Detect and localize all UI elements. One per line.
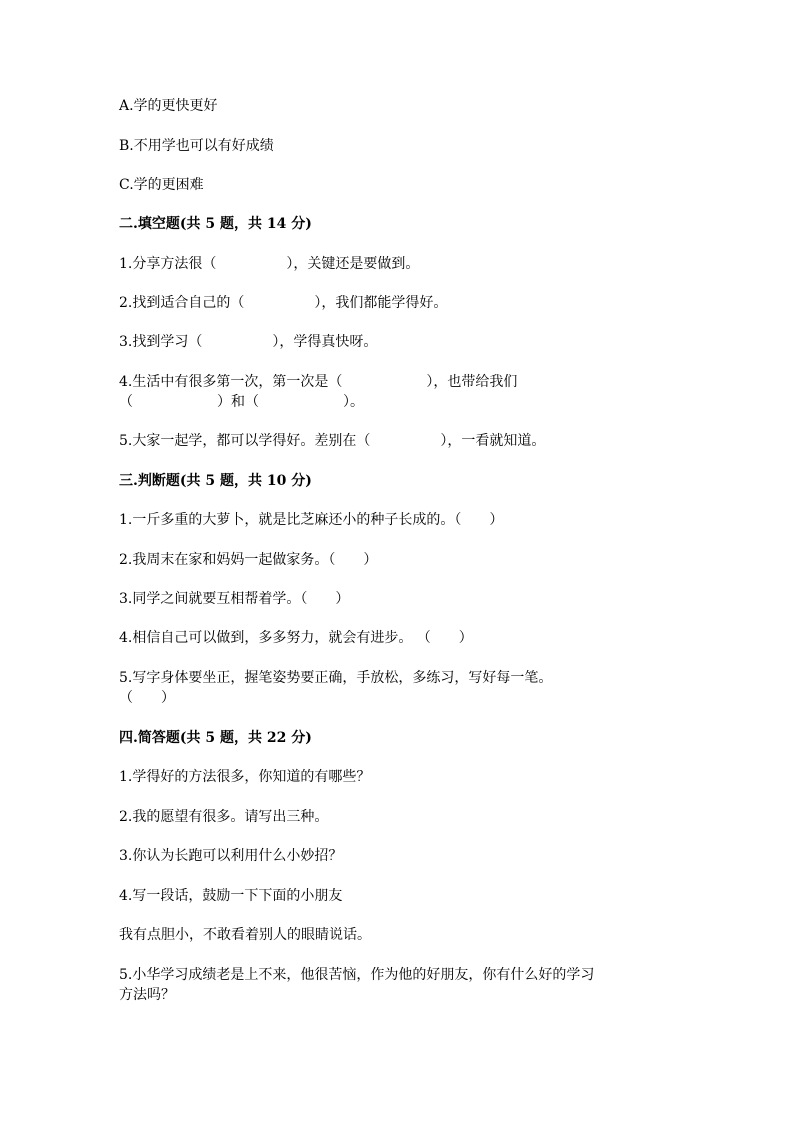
fill-blank-q5: 5.大家一起学，都可以学得好。差别在（ ），一看就知道。 (119, 433, 546, 449)
short-answer-q4: 4.写一段话，鼓励一下下面的小朋友 (119, 888, 343, 904)
section-heading-fill-blank: 二.填空题(共 5 题，共 14 分) (119, 216, 312, 232)
true-false-q2: 2.我周末在家和妈妈一起做家务。（ ） (119, 552, 378, 568)
short-answer-q5-line2: 方法吗？ (119, 987, 175, 1003)
option-b: B.不用学也可以有好成绩 (119, 138, 274, 154)
true-false-q5-line1: 5.写字身体要坐正，握笔姿势要正确，手放松，多练习，写好每一笔。 (119, 670, 553, 686)
fill-blank-q2: 2.找到适合自己的（ ），我们都能学得好。 (119, 295, 448, 311)
short-answer-q4-text: 我有点胆小，不敢看着别人的眼睛说话。 (119, 927, 371, 943)
true-false-q4: 4.相信自己可以做到，多多努力，就会有进步。 （ ） (119, 630, 473, 646)
fill-blank-q4-line1: 4.生活中有很多第一次，第一次是（ ），也带给我们 (119, 374, 518, 390)
section-heading-true-false: 三.判断题(共 5 题，共 10 分) (119, 473, 312, 489)
short-answer-q5-line1: 5.小华学习成绩老是上不来，他很苦恼，作为他的好朋友，你有什么好的学习 (119, 967, 595, 983)
short-answer-q2: 2.我的愿望有很多。请写出三种。 (119, 809, 329, 825)
option-a: A.学的更快更好 (119, 98, 218, 114)
short-answer-q1: 1.学得好的方法很多，你知道的有哪些？ (119, 769, 371, 785)
true-false-q3: 3.同学之间就要互相帮着学。（ ） (119, 591, 350, 607)
fill-blank-q1: 1.分享方法很（ ），关键还是要做到。 (119, 256, 420, 272)
fill-blank-q4-line2: （ ）和（ ）。 (119, 394, 364, 410)
short-answer-q3: 3.你认为长跑可以利用什么小妙招？ (119, 848, 343, 864)
section-heading-short-answer: 四.简答题(共 5 题，共 22 分) (119, 730, 312, 746)
option-c: C.学的更困难 (119, 177, 204, 193)
true-false-q1: 1.一斤多重的大萝卜，就是比芝麻还小的种子长成的。（ ） (119, 512, 504, 528)
fill-blank-q3: 3.找到学习（ ），学得真快呀。 (119, 334, 378, 350)
true-false-q5-line2: （ ） (119, 690, 175, 706)
